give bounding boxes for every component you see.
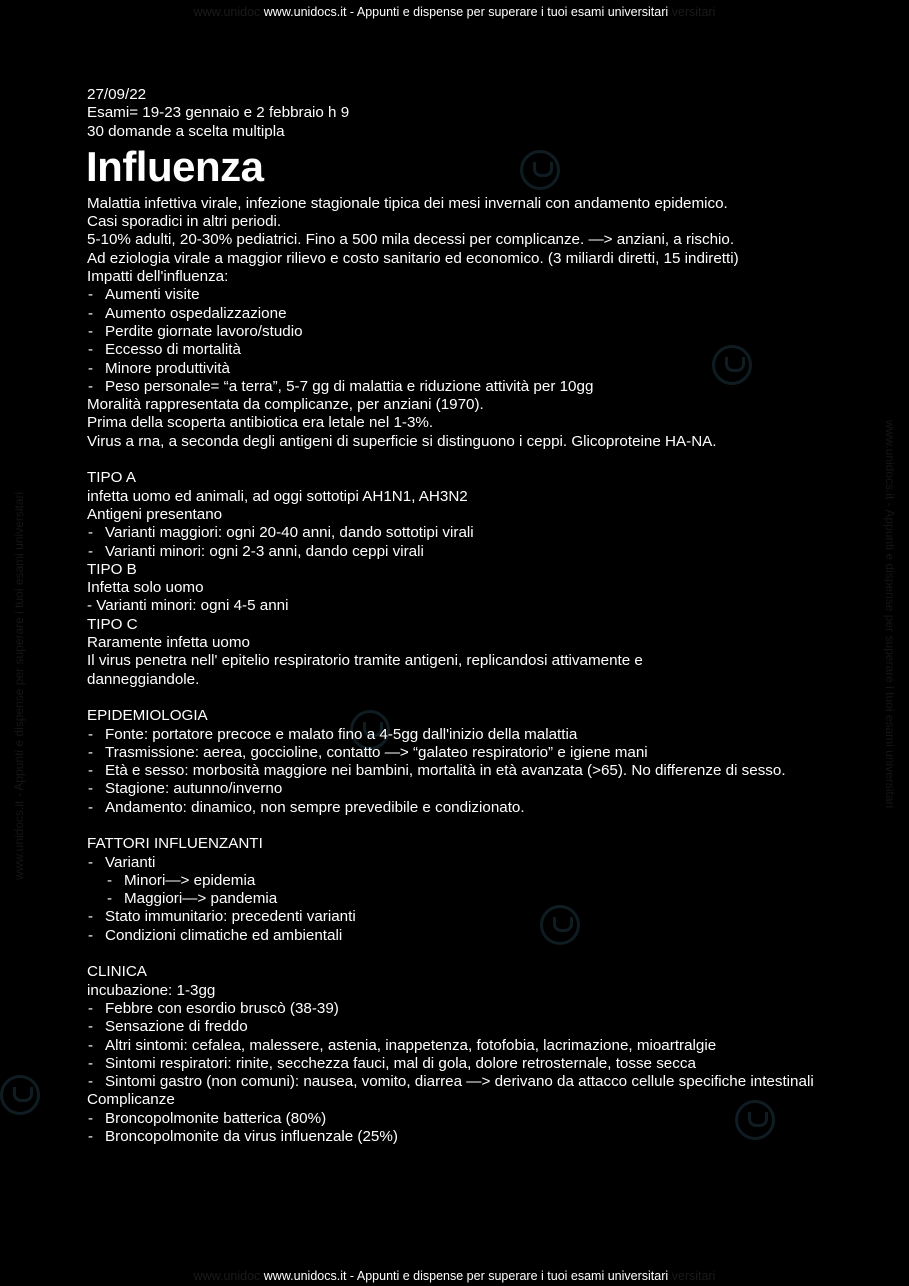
list-item: - Fonte: portatore precoce e malato fino a 4-5gg dall'inizio della malattia bbox=[87, 726, 847, 744]
paragraph-line: Prima della scoperta antibiotica era letale nel 1-3%. bbox=[87, 414, 434, 432]
left-watermark: www.unidocs.it - Appunti e dispense per superare i tuoi esami universitari bbox=[12, 491, 26, 880]
exams-line: Esami= 19-23 gennaio e 2 febbraio h 9 bbox=[87, 104, 350, 122]
list-item: - Minore produttività bbox=[87, 360, 847, 378]
intro-line: Impatti dell'influenza: bbox=[87, 268, 229, 286]
epidemiologia-list bbox=[87, 726, 847, 817]
list-item: - Condizioni climatiche ed ambientali bbox=[87, 927, 847, 945]
list-item: - Broncopolmonite da virus influenzale (25%) bbox=[87, 1128, 847, 1146]
page-title: Influenza bbox=[86, 142, 264, 190]
list-item: - Perdite giornate lavoro/studio bbox=[87, 323, 847, 341]
footer-ghost-right: versitari bbox=[671, 1269, 716, 1283]
impacts-list bbox=[87, 286, 847, 396]
intro-line: Malattia infettiva virale, infezione stagionale tipica dei mesi invernali con andamento epidemico. bbox=[87, 194, 728, 212]
paragraph-line: Raramente infetta uomo bbox=[87, 634, 250, 652]
list-item: - Aumento ospedalizzazione bbox=[87, 305, 847, 323]
complicanze-list bbox=[87, 1110, 847, 1147]
unidocs-logo-watermark bbox=[0, 1075, 40, 1115]
list-item: - Varianti minori: ogni 2-3 anni, dando ceppi virali bbox=[87, 543, 847, 561]
header-ghost-right: versitari bbox=[671, 5, 716, 19]
paragraph-line: - Varianti minori: ogni 4-5 anni bbox=[87, 597, 289, 615]
list-item: - Sintomi gastro (non comuni): nausea, vomito, diarrea —> derivano da attacco cellule specifiche intestinali bbox=[87, 1073, 840, 1091]
paragraph-line: Il virus penetra nell' epitelio respiratorio tramite antigeni, replicandosi attivamente e bbox=[87, 652, 643, 670]
paragraph-line: incubazione: 1-3gg bbox=[87, 981, 216, 999]
fattori-sublist bbox=[87, 872, 847, 909]
section-heading-tipo-b: TIPO B bbox=[87, 560, 137, 578]
list-item: - Broncopolmonite batterica (80%) bbox=[87, 1110, 847, 1128]
fattori-list-continued bbox=[87, 908, 847, 945]
header-ghost-left: www.unidoc bbox=[193, 5, 261, 19]
fattori-list bbox=[87, 854, 847, 872]
list-item: - Andamento: dinamico, non sempre prevedibile e condizionato. bbox=[87, 799, 847, 817]
section-heading-tipo-a: TIPO A bbox=[87, 469, 136, 487]
intro-line: Casi sporadici in altri periodi. bbox=[87, 213, 282, 231]
clinica-list bbox=[87, 1000, 847, 1091]
questions-line: 30 domande a scelta multipla bbox=[87, 122, 285, 140]
intro-line: Ad eziologia virale a maggior rilievo e costo sanitario ed economico. (3 miliardi diretti, 15 indiretti) bbox=[87, 249, 739, 267]
header-banner-text: www.unidocs.it - Appunti e dispense per superare i tuoi esami universitari bbox=[263, 5, 669, 19]
header-banner bbox=[0, 4, 909, 20]
section-heading-epidemiologia: EPIDEMIOLOGIA bbox=[87, 707, 208, 725]
paragraph-line: Antigeni presentano bbox=[87, 505, 223, 523]
sublist-item: - Maggiori—> pandemia bbox=[106, 890, 847, 908]
section-heading-clinica: CLINICA bbox=[87, 963, 147, 981]
list-item: - Età e sesso: morbosità maggiore nei bambini, mortalità in età avanzata (>65). No differenze di sesso. bbox=[87, 762, 825, 780]
paragraph-line: danneggiandole. bbox=[87, 670, 200, 688]
list-item: - Stato immunitario: precedenti varianti bbox=[87, 908, 847, 926]
intro-line: 5-10% adulti, 20-30% pediatrici. Fino a 500 mila decessi per complicanze. —> anziani, a rischio. bbox=[87, 231, 735, 249]
paragraph-line: Complicanze bbox=[87, 1091, 175, 1109]
document-body bbox=[87, 86, 847, 1146]
list-item: - Varianti maggiori: ogni 20-40 anni, dando sottotipi virali bbox=[87, 524, 847, 542]
tipo-a-list bbox=[87, 524, 847, 561]
list-item: - Peso personale= “a terra”, 5-7 gg di malattia e riduzione attività per 10gg bbox=[87, 378, 847, 396]
list-item: - Aumenti visite bbox=[87, 286, 847, 304]
footer-banner bbox=[0, 1268, 909, 1284]
sublist-item: - Minori—> epidemia bbox=[106, 872, 847, 890]
list-item: - Sintomi respiratori: rinite, secchezza fauci, mal di gola, dolore retrosternale, tosse secca bbox=[87, 1055, 847, 1073]
list-item: - Febbre con esordio bruscò (38-39) bbox=[87, 1000, 847, 1018]
paragraph-line: infetta uomo ed animali, ad oggi sottotipi AH1N1, AH3N2 bbox=[87, 487, 468, 505]
paragraph-line: Moralità rappresentata da complicanze, per anziani (1970). bbox=[87, 396, 484, 414]
paragraph-line: Infetta solo uomo bbox=[87, 579, 204, 597]
list-item: - Stagione: autunno/inverno bbox=[87, 780, 847, 798]
date: 27/09/22 bbox=[87, 86, 147, 103]
footer-banner-text: www.unidocs.it - Appunti e dispense per superare i tuoi esami universitari bbox=[263, 1269, 669, 1283]
paragraph-line: Virus a rna, a seconda degli antigeni di superficie si distinguono i ceppi. Glicoproteine HA-NA. bbox=[87, 432, 717, 450]
section-heading-tipo-c: TIPO C bbox=[87, 615, 138, 633]
list-item: - Altri sintomi: cefalea, malessere, astenia, inappetenza, fotofobia, lacrimazione, mioartralgie bbox=[87, 1037, 847, 1055]
right-watermark: www.unidocs.it - Appunti e dispense per superare i tuoi esami universitari bbox=[883, 420, 897, 809]
section-heading-fattori: FATTORI INFLUENZANTI bbox=[87, 835, 263, 853]
list-item: - Varianti bbox=[87, 854, 847, 872]
list-item: - Eccesso di mortalità bbox=[87, 341, 847, 359]
list-item: - Trasmissione: aerea, goccioline, contatto —> “galateo respiratorio” e igiene mani bbox=[87, 744, 847, 762]
footer-ghost-left: www.unidoc bbox=[193, 1269, 261, 1283]
list-item: - Sensazione di freddo bbox=[87, 1018, 847, 1036]
